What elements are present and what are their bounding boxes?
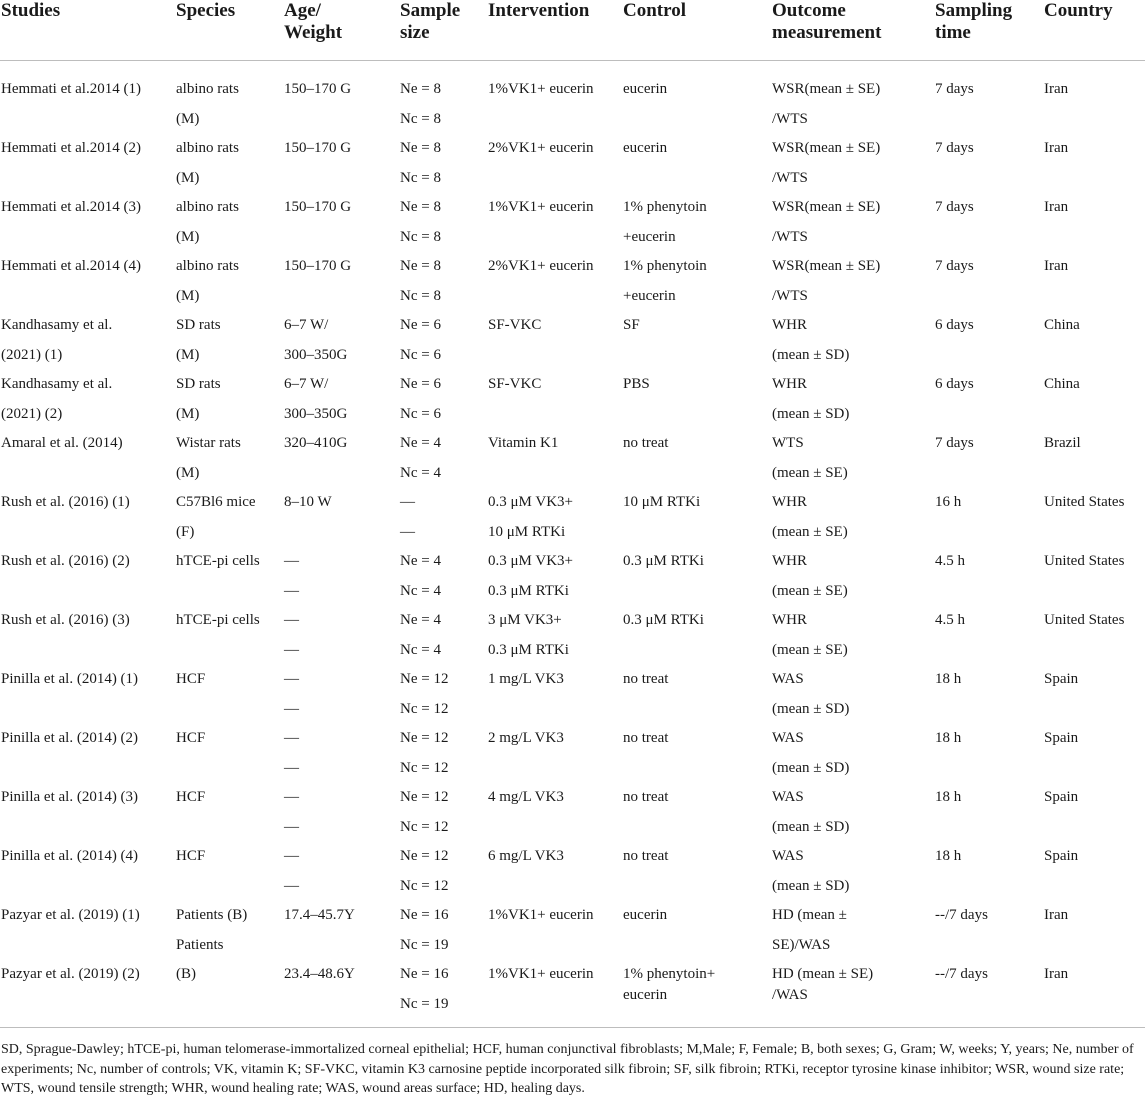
cell-sample-size: Ne = 12 Nc = 12 bbox=[400, 789, 449, 835]
cell-age-weight: 8–10 W bbox=[284, 494, 332, 510]
cell-country: Iran bbox=[1044, 140, 1069, 156]
cell-country: Iran bbox=[1044, 199, 1069, 215]
table-row bbox=[0, 606, 1145, 665]
cell-sample-size: Ne = 4 Nc = 4 bbox=[400, 612, 441, 658]
cell-control: eucerin bbox=[623, 907, 668, 923]
table-row bbox=[0, 488, 1145, 547]
cell-country: United States bbox=[1044, 494, 1125, 510]
cell-sampling-time: 6 days bbox=[935, 376, 974, 392]
cell-studies: Hemmati et al.2014 (1) bbox=[1, 81, 141, 97]
cell-outcome-measurement: WHR (mean ± SD) bbox=[772, 317, 850, 363]
cell-control: PBS bbox=[623, 376, 650, 392]
column-header-sample-size: Sample size bbox=[400, 0, 488, 61]
column-header-country: Country bbox=[1044, 0, 1145, 61]
cell-outcome-measurement: WAS (mean ± SD) bbox=[772, 671, 850, 717]
cell-sample-size: Ne = 8 Nc = 8 bbox=[400, 81, 441, 127]
cell-species: SD rats (M) bbox=[176, 317, 221, 363]
cell-intervention: 1%VK1+ eucerin bbox=[488, 81, 594, 97]
cell-intervention: 1%VK1+ eucerin bbox=[488, 907, 594, 923]
cell-control: SF bbox=[623, 317, 640, 333]
cell-intervention: 1%VK1+ eucerin bbox=[488, 199, 594, 215]
column-header-age-weight: Age/ Weight bbox=[284, 0, 400, 61]
cell-outcome-measurement: HD (mean ± SE) /WAS bbox=[772, 960, 935, 1028]
cell-sampling-time: 6 days bbox=[935, 317, 974, 333]
column-header-outcome-measurement: Outcome measurement bbox=[772, 0, 935, 61]
cell-species: hTCE-pi cells bbox=[176, 612, 260, 628]
cell-species: hTCE-pi cells bbox=[176, 553, 260, 569]
cell-age-weight: 17.4–45.7Y bbox=[284, 907, 355, 923]
table-row bbox=[0, 252, 1145, 311]
cell-studies: Amaral et al. (2014) bbox=[1, 435, 123, 451]
cell-studies: Hemmati et al.2014 (4) bbox=[1, 258, 141, 274]
cell-sampling-time: --/7 days bbox=[935, 960, 1044, 1028]
cell-intervention: SF-VKC bbox=[488, 376, 542, 392]
cell-sampling-time: 18 h bbox=[935, 848, 962, 864]
cell-sample-size: Ne = 8 Nc = 8 bbox=[400, 258, 441, 304]
cell-outcome-measurement: HD (mean ± SE)/WAS bbox=[772, 907, 847, 953]
cell-control: eucerin bbox=[623, 81, 668, 97]
cell-sampling-time: 7 days bbox=[935, 140, 974, 156]
table-row bbox=[0, 547, 1145, 606]
cell-intervention: 3 μM VK3+ 0.3 μM RTKi bbox=[488, 612, 569, 658]
cell-age-weight: 150–170 G bbox=[284, 81, 352, 97]
cell-age-weight: — — bbox=[284, 612, 299, 658]
cell-studies: Pazyar et al. (2019) (2) bbox=[0, 960, 176, 1028]
cell-outcome-measurement: WSR(mean ± SE) /WTS bbox=[772, 81, 881, 127]
table-header bbox=[0, 0, 1145, 61]
table-row bbox=[0, 724, 1145, 783]
cell-sample-size: Ne = 6 Nc = 6 bbox=[400, 317, 441, 363]
cell-species: Wistar rats (M) bbox=[176, 435, 241, 481]
cell-intervention: 1 mg/L VK3 bbox=[488, 671, 564, 687]
cell-outcome-measurement: WTS (mean ± SE) bbox=[772, 435, 848, 481]
cell-studies: Hemmati et al.2014 (2) bbox=[1, 140, 141, 156]
cell-sampling-time: 4.5 h bbox=[935, 553, 965, 569]
cell-country: United States bbox=[1044, 553, 1125, 569]
cell-country: Brazil bbox=[1044, 435, 1081, 451]
cell-control: 1% phenytoin+ eucerin bbox=[623, 960, 772, 1028]
cell-control: 1% phenytoin +eucerin bbox=[623, 199, 707, 245]
cell-species: albino rats (M) bbox=[176, 199, 239, 245]
cell-age-weight: 150–170 G bbox=[284, 199, 352, 215]
cell-intervention: 2 mg/L VK3 bbox=[488, 730, 564, 746]
cell-outcome-measurement: WSR(mean ± SE) /WTS bbox=[772, 258, 881, 304]
cell-country: Spain bbox=[1044, 730, 1079, 746]
cell-intervention: 2%VK1+ eucerin bbox=[488, 258, 594, 274]
cell-country: Iran bbox=[1044, 907, 1069, 923]
cell-outcome-measurement: WAS (mean ± SD) bbox=[772, 730, 850, 776]
cell-sample-size: Ne = 12 Nc = 12 bbox=[400, 848, 449, 894]
cell-species: SD rats (M) bbox=[176, 376, 221, 422]
cell-sampling-time: 7 days bbox=[935, 435, 974, 451]
cell-studies: Pinilla et al. (2014) (3) bbox=[1, 789, 139, 805]
column-header-studies: Studies bbox=[0, 0, 176, 61]
table-body bbox=[0, 61, 1145, 1028]
table-row bbox=[0, 311, 1145, 370]
table-row bbox=[0, 783, 1145, 842]
table-row bbox=[0, 901, 1145, 960]
table-row bbox=[0, 665, 1145, 724]
cell-country: Spain bbox=[1044, 848, 1079, 864]
table-row bbox=[0, 193, 1145, 252]
cell-control: 0.3 μM RTKi bbox=[623, 612, 704, 628]
cell-sampling-time: 7 days bbox=[935, 199, 974, 215]
cell-sample-size: Ne = 4 Nc = 4 bbox=[400, 553, 441, 599]
cell-species: HCF bbox=[176, 730, 206, 746]
cell-intervention: 0.3 μM VK3+ 0.3 μM RTKi bbox=[488, 553, 573, 599]
cell-sampling-time: 4.5 h bbox=[935, 612, 965, 628]
cell-sampling-time: 16 h bbox=[935, 494, 962, 510]
cell-control: 0.3 μM RTKi bbox=[623, 553, 704, 569]
cell-intervention: 0.3 μM VK3+ 10 μM RTKi bbox=[488, 494, 573, 540]
column-header-sampling-time: Sampling time bbox=[935, 0, 1044, 61]
cell-sample-size: Ne = 6 Nc = 6 bbox=[400, 376, 441, 422]
cell-sample-size: Ne = 4 Nc = 4 bbox=[400, 435, 441, 481]
cell-age-weight: 6–7 W/ 300–350G bbox=[284, 376, 348, 422]
cell-studies: Kandhasamy et al. (2021) (2) bbox=[1, 376, 113, 422]
cell-species: C57Bl6 mice (F) bbox=[176, 494, 256, 540]
cell-intervention: 2%VK1+ eucerin bbox=[488, 140, 594, 156]
table-row bbox=[0, 960, 1145, 1028]
cell-studies: Rush et al. (2016) (3) bbox=[1, 612, 130, 628]
cell-studies: Pinilla et al. (2014) (4) bbox=[1, 848, 139, 864]
cell-age-weight: — — bbox=[284, 789, 299, 835]
cell-sample-size: Ne = 12 Nc = 12 bbox=[400, 730, 449, 776]
cell-age-weight: — — bbox=[284, 553, 299, 599]
column-header-control: Control bbox=[623, 0, 772, 61]
cell-sampling-time: 18 h bbox=[935, 730, 962, 746]
column-header-intervention: Intervention bbox=[488, 0, 623, 61]
cell-age-weight: — — bbox=[284, 671, 299, 717]
cell-sample-size: Ne = 16 Nc = 19 bbox=[400, 907, 449, 953]
table-row bbox=[0, 842, 1145, 901]
cell-studies: Pinilla et al. (2014) (2) bbox=[1, 730, 139, 746]
cell-species: (B) bbox=[176, 960, 284, 1028]
cell-species: HCF bbox=[176, 789, 206, 805]
cell-outcome-measurement: WHR (mean ± SE) bbox=[772, 553, 848, 599]
cell-sample-size: Ne = 12 Nc = 12 bbox=[400, 671, 449, 717]
table-row bbox=[0, 61, 1145, 135]
cell-country: China bbox=[1044, 376, 1080, 392]
cell-control: 1% phenytoin +eucerin bbox=[623, 258, 707, 304]
cell-age-weight: — — bbox=[284, 730, 299, 776]
cell-control: no treat bbox=[623, 435, 669, 451]
cell-sampling-time: 18 h bbox=[935, 789, 962, 805]
table-row bbox=[0, 429, 1145, 488]
cell-studies: Rush et al. (2016) (2) bbox=[1, 553, 130, 569]
cell-species: albino rats (M) bbox=[176, 140, 239, 186]
table-footnote: SD, Sprague-Dawley; hTCE-pi, human telomerase-immortalized corneal epithelial; HCF, human conjunctival fibroblasts; M,Male; F, Female; B, both sexes; G, Gram; W, weeks; Y, years; Ne, number of experiments; Nc, number of controls; VK, vitamin K; SF-VKC, vitamin K3 carnosine peptide incorporated silk fibroin; SF, silk fibroin; RTKi, receptor tyrosine kinase inhibitor; WSR, wound size rate; WTS, wound tensile strength; WHR, wound healing rate; WAS, wound areas surface; HD, healing days. bbox=[1, 1042, 1134, 1096]
cell-sampling-time: 7 days bbox=[935, 81, 974, 97]
cell-sampling-time: --/7 days bbox=[935, 907, 988, 923]
cell-control: no treat bbox=[623, 671, 669, 687]
cell-sampling-time: 18 h bbox=[935, 671, 962, 687]
cell-control: no treat bbox=[623, 730, 669, 746]
column-header-species: Species bbox=[176, 0, 284, 61]
cell-outcome-measurement: WHR (mean ± SE) bbox=[772, 612, 848, 658]
table-row bbox=[0, 370, 1145, 429]
cell-country: Spain bbox=[1044, 789, 1079, 805]
cell-age-weight: 150–170 G bbox=[284, 258, 352, 274]
cell-outcome-measurement: WAS (mean ± SD) bbox=[772, 789, 850, 835]
cell-species: Patients (B) Patients bbox=[176, 907, 248, 953]
cell-studies: Pazyar et al. (2019) (1) bbox=[1, 907, 140, 923]
cell-sample-size: Ne = 16 Nc = 19 bbox=[400, 960, 488, 1028]
cell-control: 10 μM RTKi bbox=[623, 494, 701, 510]
cell-country: United States bbox=[1044, 612, 1125, 628]
cell-studies: Rush et al. (2016) (1) bbox=[1, 494, 130, 510]
cell-country: Iran bbox=[1044, 258, 1069, 274]
cell-intervention: 4 mg/L VK3 bbox=[488, 789, 564, 805]
cell-outcome-measurement: WSR(mean ± SE) /WTS bbox=[772, 199, 881, 245]
cell-species: HCF bbox=[176, 671, 206, 687]
cell-sample-size: Ne = 8 Nc = 8 bbox=[400, 140, 441, 186]
cell-sample-size: Ne = 8 Nc = 8 bbox=[400, 199, 441, 245]
header-row bbox=[0, 0, 1145, 61]
cell-studies: Pinilla et al. (2014) (1) bbox=[1, 671, 139, 687]
cell-country: China bbox=[1044, 317, 1080, 333]
cell-control: no treat bbox=[623, 848, 669, 864]
cell-species: albino rats (M) bbox=[176, 81, 239, 127]
cell-country: Iran bbox=[1044, 960, 1145, 1028]
cell-outcome-measurement: WSR(mean ± SE) /WTS bbox=[772, 140, 881, 186]
table-row bbox=[0, 134, 1145, 193]
cell-country: Iran bbox=[1044, 81, 1069, 97]
cell-studies: Hemmati et al.2014 (3) bbox=[1, 199, 141, 215]
cell-intervention: Vitamin K1 bbox=[488, 435, 559, 451]
cell-studies: Kandhasamy et al. (2021) (1) bbox=[1, 317, 113, 363]
cell-age-weight: 320–410G bbox=[284, 435, 348, 451]
cell-country: Spain bbox=[1044, 671, 1079, 687]
cell-sample-size: — — bbox=[400, 494, 415, 540]
cell-outcome-measurement: WAS (mean ± SD) bbox=[772, 848, 850, 894]
cell-outcome-measurement: WHR (mean ± SD) bbox=[772, 376, 850, 422]
cell-intervention: 6 mg/L VK3 bbox=[488, 848, 564, 864]
cell-species: albino rats (M) bbox=[176, 258, 239, 304]
cell-intervention: 1%VK1+ eucerin bbox=[488, 960, 623, 1028]
cell-outcome-measurement: WHR (mean ± SE) bbox=[772, 494, 848, 540]
cell-species: HCF bbox=[176, 848, 206, 864]
cell-age-weight: 23.4–48.6Y bbox=[284, 960, 400, 1028]
cell-control: eucerin bbox=[623, 140, 668, 156]
cell-age-weight: — — bbox=[284, 848, 299, 894]
cell-age-weight: 6–7 W/ 300–350G bbox=[284, 317, 348, 363]
cell-sampling-time: 7 days bbox=[935, 258, 974, 274]
cell-intervention: SF-VKC bbox=[488, 317, 542, 333]
cell-age-weight: 150–170 G bbox=[284, 140, 352, 156]
cell-control: no treat bbox=[623, 789, 669, 805]
